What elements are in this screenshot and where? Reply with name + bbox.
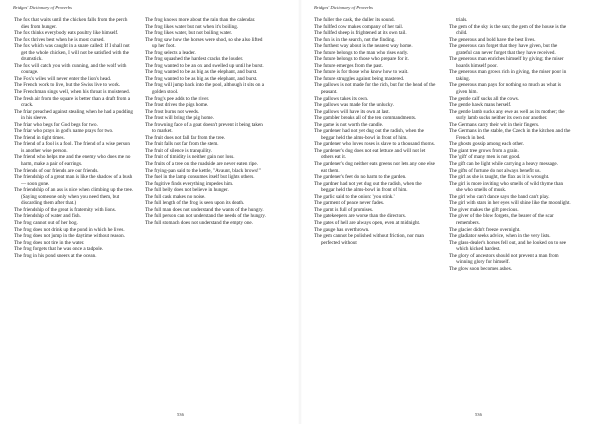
page-number: 536	[177, 412, 184, 417]
left-page-column-1	[14, 17, 134, 259]
proverb-list	[314, 17, 436, 246]
proverb-entry: The gallows was made for the unlucky.	[314, 102, 394, 109]
proverb-entry: The fruits of a tree on the roadside are never eaten ripe.	[145, 161, 258, 168]
proverb-entry: The frog knows more about the rain than the calendar.	[145, 17, 256, 23]
proverb-entry: The generous man grows rich in giving, the miser poor in taking.	[449, 69, 567, 82]
proverb-entry: The French work to live, but the Swiss live to work.	[14, 82, 121, 89]
proverb-entry: The gifts of fortune do not always benefit us.	[449, 167, 541, 174]
proverb-entry: The frost drives the pigs home.	[145, 102, 209, 109]
proverb-entry: The fuel in the lamp consumes itself but lights others.	[145, 174, 255, 181]
proverb-entry: The gentle hawk mans herself.	[449, 102, 512, 109]
proverb-entry: The frog does not jump in the daytime without reason.	[14, 233, 125, 240]
proverb-entry: The full stomach does not understand the empty one.	[145, 219, 253, 226]
proverb-entry: The frowning face of a goat doesn't prevent it being taken to market.	[145, 121, 263, 135]
proverb-entry: The full length of the frog is seen upon its death.	[145, 200, 245, 207]
proverb-entry: The gentle lamb sucks any ewe as well as its mother; the surly lamb sucks neither its own nor another.	[449, 108, 565, 122]
proverb-entry: The gardener's feet do no harm to the garden.	[314, 174, 407, 181]
proverb-entry: The garlic said to the onion: 'you stink.'	[314, 193, 395, 200]
proverb-entry: The fruit of timidity is neither gain nor loss.	[145, 154, 235, 161]
proverb-entry: The frost burns not weeds.	[145, 108, 200, 115]
proverb-entry: The game is not worth the candle.	[314, 121, 384, 128]
proverb-entry: The gardener's dog does not eat lettuce and will not let others eat it.	[314, 147, 426, 161]
proverb-entry: The Frenchman sings well, when his throat is moistened.	[14, 89, 131, 96]
right-page-column-2	[449, 17, 571, 272]
proverb-entry: The frog wanted to be as big as the elephant, and burst.	[145, 75, 258, 82]
proverb-entry: The future belongs to the man who rises early.	[314, 49, 409, 56]
proverb-entry: The Fox's wiles will never enter the lion's head.	[14, 75, 112, 82]
proverb-entry: The gardner had not yet dug out the radish, when the beggar held the alms-bowl in front of him.	[314, 180, 422, 194]
proverb-entry: The generous man pays for nothing so much as what is given him.	[449, 82, 562, 96]
proverb-entry: The full belly does not believe in hunger.	[145, 187, 229, 194]
proverb-list	[449, 17, 571, 272]
proverb-entry: The fox that waits until the chicken falls from the perch dies from hunger.	[14, 17, 128, 30]
proverb-entry: The girl who can't dance says the band can't play.	[449, 193, 550, 200]
proverb-entry: The full cask makes no noise.	[145, 193, 206, 200]
proverb-entry: The frog wanted to be an ox and swelled up until he burst.	[145, 62, 264, 69]
proverb-entry: The gladiator seeks advice, when in the very lists.	[449, 233, 551, 240]
proverb-entry: The friendship of an ass is nice when climbing up the tree. (Saying someone only when you need them, but discarding them after that.)	[14, 187, 134, 207]
right-page-column-1	[314, 17, 436, 246]
proverb-entry: The future belongs to those who prepare for it.	[314, 56, 409, 63]
proverb-entry: The frog in his pond sneers at the ocean.	[14, 252, 97, 259]
proverb-entry: The frying-pan said to the kettle, "Avaunt, black brows!"	[145, 167, 261, 174]
proverb-entry: The friends of our friends are our friends.	[14, 167, 99, 174]
proverb-entry: The fruit falls not far from the stem.	[145, 141, 219, 148]
proverb-entry: The fugitive finds everything impedes him.	[145, 180, 234, 187]
proverb-entry: The gambler breaks all of the ten commandments.	[314, 115, 417, 122]
proverb-entry: The girl as she is taught, the flax as it is wrought.	[449, 174, 550, 181]
proverb-entry: The garment of peace never fades.	[314, 200, 385, 207]
proverb-entry: The frog will jump back into the pool, although it sits on a golden stool.	[145, 82, 264, 96]
proverb-entry: The fun is in the search, not the finding.	[314, 36, 396, 43]
proverb-entry: The Germans in the stable, the Czech in the kitchen and the French in bed.	[449, 128, 571, 141]
proverb-list	[145, 17, 267, 227]
proverb-entry: The gem of the sky is the sun; the gem of the house is the child.	[449, 23, 567, 37]
proverb-list	[14, 17, 134, 259]
proverb-entry: The full man does not understand the wants of the hungry.	[145, 206, 264, 213]
proverb-entry: The frog does not drink up the pond in which he lives.	[14, 226, 125, 233]
proverb-entry: trials.	[456, 17, 468, 23]
proverb-entry: The frost will bring the pig home.	[145, 115, 214, 122]
proverb-entry: The frog selects a leader.	[145, 49, 196, 56]
proverb-entry: The frog squashed the hardest cracks the louder.	[145, 56, 244, 63]
proverb-entry: The girl is more inviting who smells of wild thyme than she who smells of musk.	[449, 180, 564, 194]
proverb-entry: The furthest way about is the nearest way home.	[314, 43, 413, 50]
proverb-entry: The frog cannot out of her bog.	[14, 219, 78, 226]
running-head: Bridges' Dictionary of Proverbs	[314, 5, 373, 10]
proverb-entry: The gates of hell are always open, even at midnight.	[314, 219, 421, 226]
proverb-entry: The gallows will have its own at last.	[314, 108, 390, 115]
left-page-column-2	[145, 17, 267, 227]
proverb-entry: The frog wanted to be as big as the elephant, and burst.	[145, 69, 258, 76]
proverb-entry: The gardener had not yet dug out the radish, when the beggar held the alms-bowl in front of him.	[314, 128, 424, 141]
proverb-entry: The gallows is not made for the rich, but for the head of the peasant.	[314, 82, 436, 96]
proverb-entry: The giver of the blow forgets, the bearer of the scar remembers.	[449, 213, 554, 226]
proverb-entry: The frog saw how the horses were shod, so she also lifted up her foot.	[145, 36, 263, 50]
proverb-entry: The giant tree grows from a grain.	[449, 147, 519, 154]
proverb-entry: The future struggles against being mastered.	[314, 75, 405, 82]
proverb-entry: The gardener who loves roses is slave to a thousand thorns.	[314, 141, 435, 148]
proverb-entry: The friend in tight times.	[14, 134, 65, 141]
proverb-entry: The gatekeepers are worse than the directors.	[314, 213, 407, 220]
proverb-entry: The future emerges from the past.	[314, 62, 383, 69]
proverb-entry: The frog's pee adds to the river.	[145, 95, 210, 102]
proverb-entry: The girl with stars in her eyes will shine like the moonlight.	[449, 200, 571, 207]
proverb-entry: The frog likes water, but not boiling water.	[145, 30, 233, 37]
proverb-entry: The glacier didn't freeze overnight.	[449, 226, 521, 233]
proverb-entry: The gentle calf sucks all the cows.	[449, 95, 520, 102]
proverb-entry: The generous man enriches himself by giving; the miser hoards himself poor.	[449, 56, 564, 69]
proverb-entry: The future is for those who know how to wait.	[314, 69, 409, 76]
proverb-entry: The 'gift' of many men is not good.	[449, 154, 521, 161]
proverb-entry: The giver makes the gift precious.	[449, 206, 519, 213]
proverb-entry: The friend who helps me and the enemy who does me no harm, make a pair of earrings.	[14, 154, 131, 168]
proverb-entry: The frog does not tire in the water.	[14, 239, 85, 246]
proverb-entry: The glow soon becomes ashes.	[449, 265, 512, 272]
proverb-entry: The gift can be light while carrying a heavy message.	[449, 161, 558, 168]
proverb-entry: The garnt is full of promises.	[314, 206, 374, 213]
proverb-entry: The friendship of a great man is like the shadow of a bush — soon gone.	[14, 174, 133, 187]
proverb-entry: The friar preached against stealing when he had a pudding in his sleeve.	[14, 108, 133, 122]
proverb-entry: The generous and bold have the best lives.	[449, 36, 536, 43]
proverb-entry: The friendship of water and fish.	[14, 213, 81, 220]
proverb-entry: The fullfed sheep is frightened at its own tail.	[314, 30, 407, 37]
proverb-entry: The frog likes water but not when it's boiling.	[145, 23, 239, 30]
proverb-entry: The glass-dealer's horses fell out, and he looked on to see which kicked hardest.	[449, 239, 567, 253]
proverb-entry: The fresh air from the square is better than a draft from a crack.	[14, 95, 130, 109]
proverb-entry: The ghosts gossip among each other.	[449, 141, 524, 148]
proverb-entry: The Germans carry their wit in their fingers.	[449, 121, 540, 128]
right-page	[300, 0, 600, 424]
proverb-entry: The generous can forget that they have given, but the grateful can never forget that they have received.	[449, 43, 558, 56]
proverb-entry: The frog forgets that he was once a tadpole.	[14, 246, 104, 253]
proverb-entry: The friend of a fool is a fool. The friend of a wise person is another wise person.	[14, 141, 130, 154]
proverb-entry: The gardener's dog neither eats greens nor lets any one else eat them.	[314, 161, 435, 174]
proverb-entry: The fox will catch you with cunning, and the wolf with courage.	[14, 62, 127, 76]
proverb-entry: The friar who begs for God begs for two.	[14, 121, 98, 128]
proverb-entry: The fruit of silence is tranquility.	[145, 147, 213, 154]
proverb-entry: The fox thinks everybody eats poultry like himself.	[14, 30, 119, 37]
proverb-entry: The gem cannot be polished without friction, nor man perfected without	[314, 233, 424, 246]
proverb-entry: The fullfed cow makes company of her tail.	[314, 23, 404, 30]
page-number: 536	[475, 412, 482, 417]
proverb-entry: The full person can not understand the needs of the hungry.	[145, 213, 266, 220]
proverb-entry: The gallows takes its own.	[314, 95, 369, 102]
proverb-entry: The fuller the cask, the duller its sound.	[314, 17, 395, 23]
proverb-entry: The fox thrives best when he is most cursed.	[14, 36, 105, 43]
proverb-entry: The friendship of the great is fraternity with lions.	[14, 206, 116, 213]
running-head: Bridges' Dictionary of Proverbs	[13, 5, 72, 10]
proverb-entry: The glory of ancestors should not prevent a man from winning glory for himself.	[449, 252, 559, 266]
proverb-entry: The fruit does not fall far from the tree.	[145, 134, 226, 141]
proverb-entry: The friar who prays in god's name prays for two.	[14, 128, 114, 135]
proverb-entry: The fox which was caught in a snare called: If I shall not get the whole chicken, I will not be satisfied with the drumstick.	[14, 43, 130, 63]
proverb-entry: The gauge has overthrown.	[314, 226, 370, 233]
